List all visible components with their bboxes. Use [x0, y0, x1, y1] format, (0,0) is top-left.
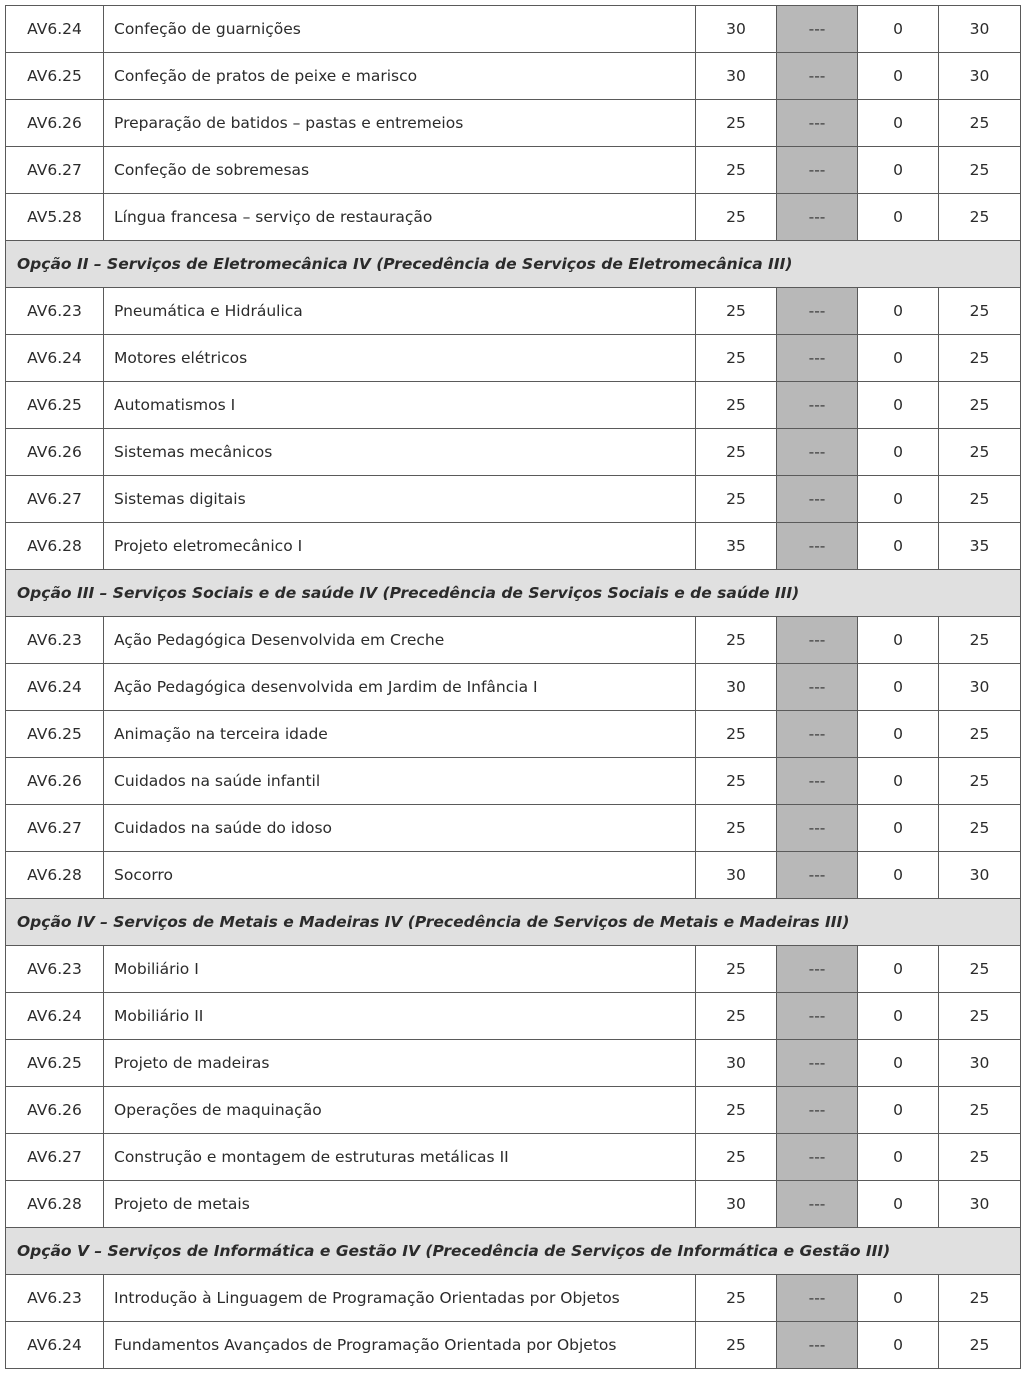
- hours-total: 25: [939, 100, 1021, 147]
- table-row: [6, 946, 1021, 993]
- hours-col-3: 0: [858, 335, 939, 382]
- module-code: AV6.24: [6, 6, 104, 53]
- hours-total: 25: [939, 993, 1021, 1040]
- hours-col-2: ---: [777, 1322, 858, 1369]
- table-row: [6, 1040, 1021, 1087]
- module-code: AV6.27: [6, 147, 104, 194]
- table-row: [6, 382, 1021, 429]
- section-title: Opção II – Serviços de Eletromecânica IV (Precedência de Serviços de Eletromecânica III): [6, 241, 1021, 288]
- hours-col-2: ---: [777, 147, 858, 194]
- hours-total: 35: [939, 523, 1021, 570]
- hours-col-1: 25: [696, 617, 777, 664]
- module-name: Socorro: [104, 852, 696, 899]
- hours-col-2: ---: [777, 476, 858, 523]
- hours-total: 25: [939, 288, 1021, 335]
- hours-total: 25: [939, 805, 1021, 852]
- module-name: Ação Pedagógica Desenvolvida em Creche: [104, 617, 696, 664]
- hours-col-3: 0: [858, 711, 939, 758]
- hours-col-1: 25: [696, 711, 777, 758]
- table-row: [6, 429, 1021, 476]
- module-code: AV6.26: [6, 1087, 104, 1134]
- module-name: Confeção de pratos de peixe e marisco: [104, 53, 696, 100]
- hours-col-3: 0: [858, 852, 939, 899]
- hours-col-2: ---: [777, 1275, 858, 1322]
- hours-col-1: 25: [696, 1322, 777, 1369]
- curriculum-table: [5, 5, 1021, 1369]
- section-header-row: [6, 241, 1021, 288]
- hours-col-1: 25: [696, 194, 777, 241]
- hours-total: 25: [939, 758, 1021, 805]
- hours-col-2: ---: [777, 664, 858, 711]
- module-code: AV6.23: [6, 946, 104, 993]
- module-name: Confeção de guarnições: [104, 6, 696, 53]
- table-row: [6, 993, 1021, 1040]
- module-code: AV6.27: [6, 805, 104, 852]
- hours-total: 30: [939, 1040, 1021, 1087]
- module-code: AV6.28: [6, 852, 104, 899]
- hours-col-2: ---: [777, 288, 858, 335]
- module-code: AV6.25: [6, 53, 104, 100]
- hours-col-2: ---: [777, 6, 858, 53]
- table-row: [6, 147, 1021, 194]
- section-title: Opção V – Serviços de Informática e Gestão IV (Precedência de Serviços de Informática e Gestão III): [6, 1228, 1021, 1275]
- hours-col-2: ---: [777, 1040, 858, 1087]
- hours-col-1: 25: [696, 476, 777, 523]
- hours-col-1: 30: [696, 1181, 777, 1228]
- hours-col-1: 30: [696, 6, 777, 53]
- hours-total: 25: [939, 147, 1021, 194]
- module-code: AV6.28: [6, 523, 104, 570]
- hours-total: 25: [939, 429, 1021, 476]
- module-code: AV6.24: [6, 664, 104, 711]
- hours-col-1: 25: [696, 147, 777, 194]
- section-title: Opção III – Serviços Sociais e de saúde IV (Precedência de Serviços Sociais e de saúde III): [6, 570, 1021, 617]
- table-row: [6, 852, 1021, 899]
- table-row: [6, 711, 1021, 758]
- hours-col-3: 0: [858, 523, 939, 570]
- module-name: Mobiliário I: [104, 946, 696, 993]
- hours-col-3: 0: [858, 288, 939, 335]
- module-code: AV6.23: [6, 288, 104, 335]
- hours-col-3: 0: [858, 1040, 939, 1087]
- hours-col-1: 25: [696, 335, 777, 382]
- module-code: AV6.25: [6, 382, 104, 429]
- module-code: AV6.27: [6, 1134, 104, 1181]
- hours-col-2: ---: [777, 805, 858, 852]
- hours-total: 25: [939, 335, 1021, 382]
- hours-col-3: 0: [858, 664, 939, 711]
- hours-col-1: 25: [696, 805, 777, 852]
- hours-total: 30: [939, 53, 1021, 100]
- hours-col-2: ---: [777, 523, 858, 570]
- module-name: Pneumática e Hidráulica: [104, 288, 696, 335]
- module-name: Confeção de sobremesas: [104, 147, 696, 194]
- hours-total: 25: [939, 1087, 1021, 1134]
- module-code: AV6.24: [6, 335, 104, 382]
- hours-col-2: ---: [777, 711, 858, 758]
- module-code: AV6.26: [6, 429, 104, 476]
- hours-col-3: 0: [858, 1181, 939, 1228]
- table-row: [6, 664, 1021, 711]
- module-name: Cuidados na saúde infantil: [104, 758, 696, 805]
- hours-col-3: 0: [858, 617, 939, 664]
- hours-col-1: 30: [696, 1040, 777, 1087]
- table-row: [6, 1181, 1021, 1228]
- section-header-row: [6, 899, 1021, 946]
- table-row: [6, 476, 1021, 523]
- hours-col-3: 0: [858, 100, 939, 147]
- hours-col-2: ---: [777, 53, 858, 100]
- module-name: Ação Pedagógica desenvolvida em Jardim de Infância I: [104, 664, 696, 711]
- module-name: Projeto eletromecânico I: [104, 523, 696, 570]
- hours-col-3: 0: [858, 429, 939, 476]
- hours-col-1: 30: [696, 53, 777, 100]
- module-name: Operações de maquinação: [104, 1087, 696, 1134]
- module-name: Construção e montagem de estruturas metálicas II: [104, 1134, 696, 1181]
- hours-col-3: 0: [858, 6, 939, 53]
- hours-col-3: 0: [858, 758, 939, 805]
- hours-total: 25: [939, 194, 1021, 241]
- module-name: Mobiliário II: [104, 993, 696, 1040]
- module-code: AV6.25: [6, 1040, 104, 1087]
- hours-col-1: 25: [696, 100, 777, 147]
- hours-total: 25: [939, 617, 1021, 664]
- hours-total: 30: [939, 664, 1021, 711]
- hours-col-2: ---: [777, 1087, 858, 1134]
- hours-col-3: 0: [858, 1087, 939, 1134]
- module-code: AV6.24: [6, 993, 104, 1040]
- hours-col-1: 25: [696, 946, 777, 993]
- hours-total: 25: [939, 1134, 1021, 1181]
- hours-col-1: 25: [696, 993, 777, 1040]
- hours-col-3: 0: [858, 53, 939, 100]
- table-row: [6, 1322, 1021, 1369]
- module-name: Fundamentos Avançados de Programação Orientada por Objetos: [104, 1322, 696, 1369]
- hours-col-1: 25: [696, 288, 777, 335]
- hours-col-3: 0: [858, 476, 939, 523]
- table-row: [6, 335, 1021, 382]
- hours-col-1: 30: [696, 852, 777, 899]
- hours-col-3: 0: [858, 1322, 939, 1369]
- table-row: [6, 100, 1021, 147]
- hours-total: 25: [939, 711, 1021, 758]
- hours-total: 25: [939, 1322, 1021, 1369]
- module-name: Projeto de madeiras: [104, 1040, 696, 1087]
- module-code: AV6.28: [6, 1181, 104, 1228]
- module-name: Preparação de batidos – pastas e entremeios: [104, 100, 696, 147]
- hours-col-1: 25: [696, 429, 777, 476]
- module-name: Animação na terceira idade: [104, 711, 696, 758]
- hours-col-1: 25: [696, 382, 777, 429]
- module-code: AV6.26: [6, 758, 104, 805]
- module-name: Motores elétricos: [104, 335, 696, 382]
- hours-col-2: ---: [777, 335, 858, 382]
- module-code: AV6.25: [6, 711, 104, 758]
- table-row: [6, 6, 1021, 53]
- hours-col-2: ---: [777, 617, 858, 664]
- module-name: Projeto de metais: [104, 1181, 696, 1228]
- module-code: AV6.23: [6, 617, 104, 664]
- table-row: [6, 617, 1021, 664]
- hours-col-1: 25: [696, 1134, 777, 1181]
- module-code: AV6.23: [6, 1275, 104, 1322]
- hours-col-2: ---: [777, 1181, 858, 1228]
- hours-col-1: 30: [696, 664, 777, 711]
- hours-col-2: ---: [777, 1134, 858, 1181]
- hours-total: 30: [939, 6, 1021, 53]
- table-row: [6, 194, 1021, 241]
- table-row: [6, 758, 1021, 805]
- table-row: [6, 805, 1021, 852]
- table-row: [6, 523, 1021, 570]
- hours-total: 25: [939, 946, 1021, 993]
- hours-col-2: ---: [777, 382, 858, 429]
- hours-col-1: 25: [696, 1087, 777, 1134]
- hours-col-2: ---: [777, 852, 858, 899]
- hours-col-2: ---: [777, 993, 858, 1040]
- hours-col-2: ---: [777, 946, 858, 993]
- hours-col-1: 35: [696, 523, 777, 570]
- module-code: AV6.26: [6, 100, 104, 147]
- hours-col-2: ---: [777, 100, 858, 147]
- section-header-row: [6, 570, 1021, 617]
- section-title: Opção IV – Serviços de Metais e Madeiras IV (Precedência de Serviços de Metais e Madeiras III): [6, 899, 1021, 946]
- module-code: AV6.24: [6, 1322, 104, 1369]
- module-code: AV6.27: [6, 476, 104, 523]
- hours-col-2: ---: [777, 429, 858, 476]
- table-row: [6, 1087, 1021, 1134]
- hours-col-3: 0: [858, 1275, 939, 1322]
- hours-col-1: 25: [696, 758, 777, 805]
- hours-col-3: 0: [858, 147, 939, 194]
- hours-total: 30: [939, 852, 1021, 899]
- hours-col-3: 0: [858, 382, 939, 429]
- module-name: Introdução à Linguagem de Programação Orientadas por Objetos: [104, 1275, 696, 1322]
- table-row: [6, 53, 1021, 100]
- hours-total: 25: [939, 1275, 1021, 1322]
- hours-total: 25: [939, 476, 1021, 523]
- module-name: Automatismos I: [104, 382, 696, 429]
- hours-col-2: ---: [777, 194, 858, 241]
- hours-col-3: 0: [858, 805, 939, 852]
- table-row: [6, 1275, 1021, 1322]
- table-row: [6, 1134, 1021, 1181]
- module-code: AV5.28: [6, 194, 104, 241]
- hours-col-3: 0: [858, 194, 939, 241]
- module-name: Língua francesa – serviço de restauração: [104, 194, 696, 241]
- hours-col-3: 0: [858, 1134, 939, 1181]
- hours-total: 30: [939, 1181, 1021, 1228]
- module-name: Sistemas digitais: [104, 476, 696, 523]
- hours-col-1: 25: [696, 1275, 777, 1322]
- module-name: Sistemas mecânicos: [104, 429, 696, 476]
- curriculum-table-body: [6, 6, 1021, 1369]
- section-header-row: [6, 1228, 1021, 1275]
- hours-total: 25: [939, 382, 1021, 429]
- hours-col-2: ---: [777, 758, 858, 805]
- table-row: [6, 288, 1021, 335]
- hours-col-3: 0: [858, 946, 939, 993]
- module-name: Cuidados na saúde do idoso: [104, 805, 696, 852]
- hours-col-3: 0: [858, 993, 939, 1040]
